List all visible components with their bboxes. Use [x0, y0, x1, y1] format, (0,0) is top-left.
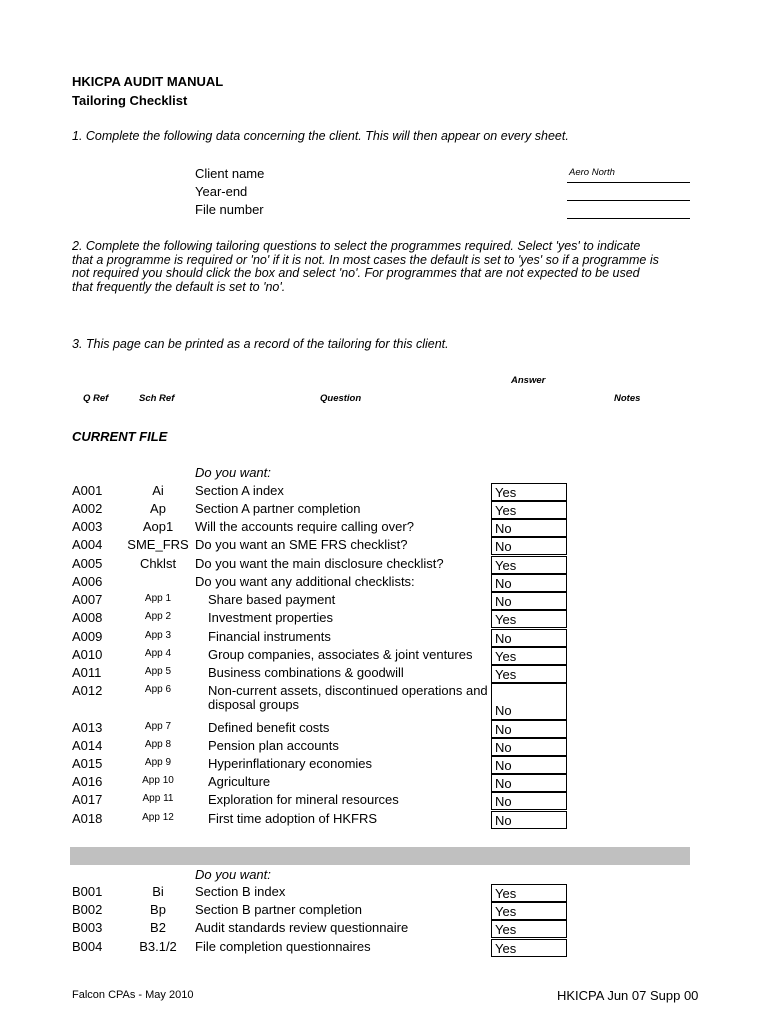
sch-ref: App 10 [142, 775, 174, 786]
q-ref: B002 [72, 902, 103, 917]
answer-select[interactable]: No [491, 629, 567, 647]
question-text: Do you want the main disclosure checklist? [195, 556, 444, 571]
q-ref: A008 [72, 610, 103, 625]
question-text: Agriculture [208, 774, 271, 789]
q-ref: A003 [72, 519, 103, 534]
answer-select[interactable]: Yes [491, 556, 567, 574]
q-ref: A017 [72, 792, 103, 807]
question-text: Section B index [195, 884, 286, 899]
sch-ref: App 2 [144, 611, 172, 622]
answer-select[interactable]: Yes [491, 647, 567, 665]
q-ref: B003 [72, 920, 103, 935]
question-text: Exploration for mineral resources [208, 792, 399, 807]
sch-ref: Aop1 [142, 519, 174, 534]
sch-ref: Chklst [139, 556, 177, 571]
answer-select[interactable]: Yes [491, 665, 567, 683]
question-text: Non-current assets, discontinued operations and [208, 683, 488, 698]
q-ref: B004 [72, 939, 103, 954]
question-text: Audit standards review questionnaire [195, 920, 409, 935]
section-current-prompt: Do you want: [195, 465, 271, 480]
footer-right: HKICPA Jun 07 Supp 00 [557, 988, 699, 1003]
sch-ref: Bi [152, 884, 164, 899]
section-current-title: CURRENT FILE [72, 429, 168, 444]
col-notes-header: Notes [614, 393, 641, 404]
question-text: Pension plan accounts [208, 738, 339, 753]
instruction-step1: 1. Complete the following data concerning the client. This will then appear on every sheet. [72, 129, 569, 143]
instruction-step2-line3: not required you should click the box and select 'no'. For programmes that are not expected to be used [72, 266, 640, 280]
sch-ref: App 7 [144, 721, 172, 732]
q-ref: A011 [72, 665, 102, 680]
question-text: Section A partner completion [195, 501, 361, 516]
question-text: Business combinations & goodwill [208, 665, 404, 680]
answer-select[interactable]: Yes [491, 920, 567, 938]
footer-left: Falcon CPAs - May 2010 [72, 989, 194, 1001]
sch-ref: Bp [150, 902, 166, 917]
checklist-subtitle: Tailoring Checklist [72, 93, 188, 108]
answer-select[interactable]: Yes [491, 902, 567, 920]
question-text: Financial instruments [208, 629, 331, 644]
section-b-prompt: Do you want: [195, 867, 271, 882]
sch-ref: SME_FRS [127, 537, 189, 552]
question-text: File completion questionnaires [195, 939, 371, 954]
answer-select[interactable]: No [491, 574, 567, 592]
q-ref: A002 [72, 501, 103, 516]
q-ref: A007 [72, 592, 103, 607]
question-text-continued: disposal groups [208, 697, 300, 712]
q-ref: A001 [72, 483, 103, 498]
sch-ref: Ai [152, 483, 164, 498]
question-text: Hyperinflationary economies [208, 756, 373, 771]
sch-ref: App 6 [144, 684, 172, 695]
question-text: Do you want any additional checklists: [195, 574, 415, 589]
answer-select[interactable]: Yes [491, 939, 567, 957]
answer-select[interactable]: No [491, 738, 567, 756]
answer-select[interactable]: No [491, 683, 567, 720]
sch-ref: App 8 [144, 739, 172, 750]
q-ref: A013 [72, 720, 103, 735]
sch-ref: App 3 [144, 630, 172, 641]
col-qref-header: Q Ref [83, 393, 109, 404]
q-ref: A010 [72, 647, 103, 662]
question-text: Do you want an SME FRS checklist? [195, 537, 408, 552]
col-question-header: Question [320, 393, 362, 404]
sch-ref: App 1 [144, 593, 172, 604]
q-ref: A004 [72, 537, 103, 552]
answer-select[interactable]: No [491, 537, 567, 555]
question-text: Share based payment [208, 592, 336, 607]
question-text: Investment properties [208, 610, 334, 625]
sch-ref: B3.1/2 [139, 939, 177, 954]
sch-ref: App 9 [144, 757, 172, 768]
q-ref: A012 [72, 683, 103, 698]
answer-select[interactable]: No [491, 811, 567, 829]
answer-select[interactable]: No [491, 792, 567, 810]
sch-ref: App 4 [144, 648, 172, 659]
instruction-step2-line4: that frequently the default is set to 'no'. [72, 280, 286, 294]
question-text: Section A index [195, 483, 284, 498]
answer-select[interactable]: Yes [491, 610, 567, 628]
q-ref: A015 [72, 756, 103, 771]
answer-select[interactable]: Yes [491, 501, 567, 519]
answer-select[interactable]: No [491, 592, 567, 610]
client-name-underline [567, 182, 690, 183]
instruction-step2-line1: 2. Complete the following tailoring questions to select the programmes required. Select 'yes' to indicate [72, 239, 641, 253]
answer-select[interactable]: No [491, 519, 567, 537]
question-text: Section B partner completion [195, 902, 362, 917]
q-ref: A018 [72, 811, 103, 826]
sch-ref: App 11 [142, 793, 174, 804]
sch-ref: B2 [150, 920, 166, 935]
q-ref: A016 [72, 774, 103, 789]
col-answer-header: Answer [511, 375, 546, 386]
question-text: Group companies, associates & joint ventures [208, 647, 473, 662]
q-ref: A006 [72, 574, 103, 589]
yearend-label: Year-end [195, 184, 248, 199]
answer-select[interactable]: No [491, 720, 567, 738]
sch-ref: App 12 [142, 812, 174, 823]
q-ref: A014 [72, 738, 103, 753]
answer-select[interactable]: No [491, 756, 567, 774]
answer-select[interactable]: No [491, 774, 567, 792]
question-text: Will the accounts require calling over? [195, 519, 414, 534]
filenumber-underline [567, 218, 690, 219]
sch-ref: Ap [150, 501, 166, 516]
yearend-underline [567, 200, 690, 201]
col-schref-header: Sch Ref [139, 393, 175, 404]
question-text: Defined benefit costs [208, 720, 330, 735]
client-name-value[interactable]: Aero North [569, 167, 615, 178]
instruction-step3: 3. This page can be printed as a record of the tailoring for this client. [72, 337, 449, 351]
sch-ref: App 5 [144, 666, 172, 677]
question-text: First time adoption of HKFRS [208, 811, 378, 826]
filenumber-label: File number [195, 202, 264, 217]
client-name-label: Client name [195, 166, 265, 181]
instruction-step2-line2: that a programme is required or 'no' if it is not. In most cases the default is set to 'yes' so if a programme is [72, 253, 659, 267]
answer-select[interactable]: Yes [491, 483, 567, 501]
q-ref: B001 [72, 884, 103, 899]
answer-select[interactable]: Yes [491, 884, 567, 902]
manual-title: HKICPA AUDIT MANUAL [72, 74, 224, 89]
q-ref: A009 [72, 629, 103, 644]
q-ref: A005 [72, 556, 103, 571]
section-divider-bar [70, 847, 690, 865]
